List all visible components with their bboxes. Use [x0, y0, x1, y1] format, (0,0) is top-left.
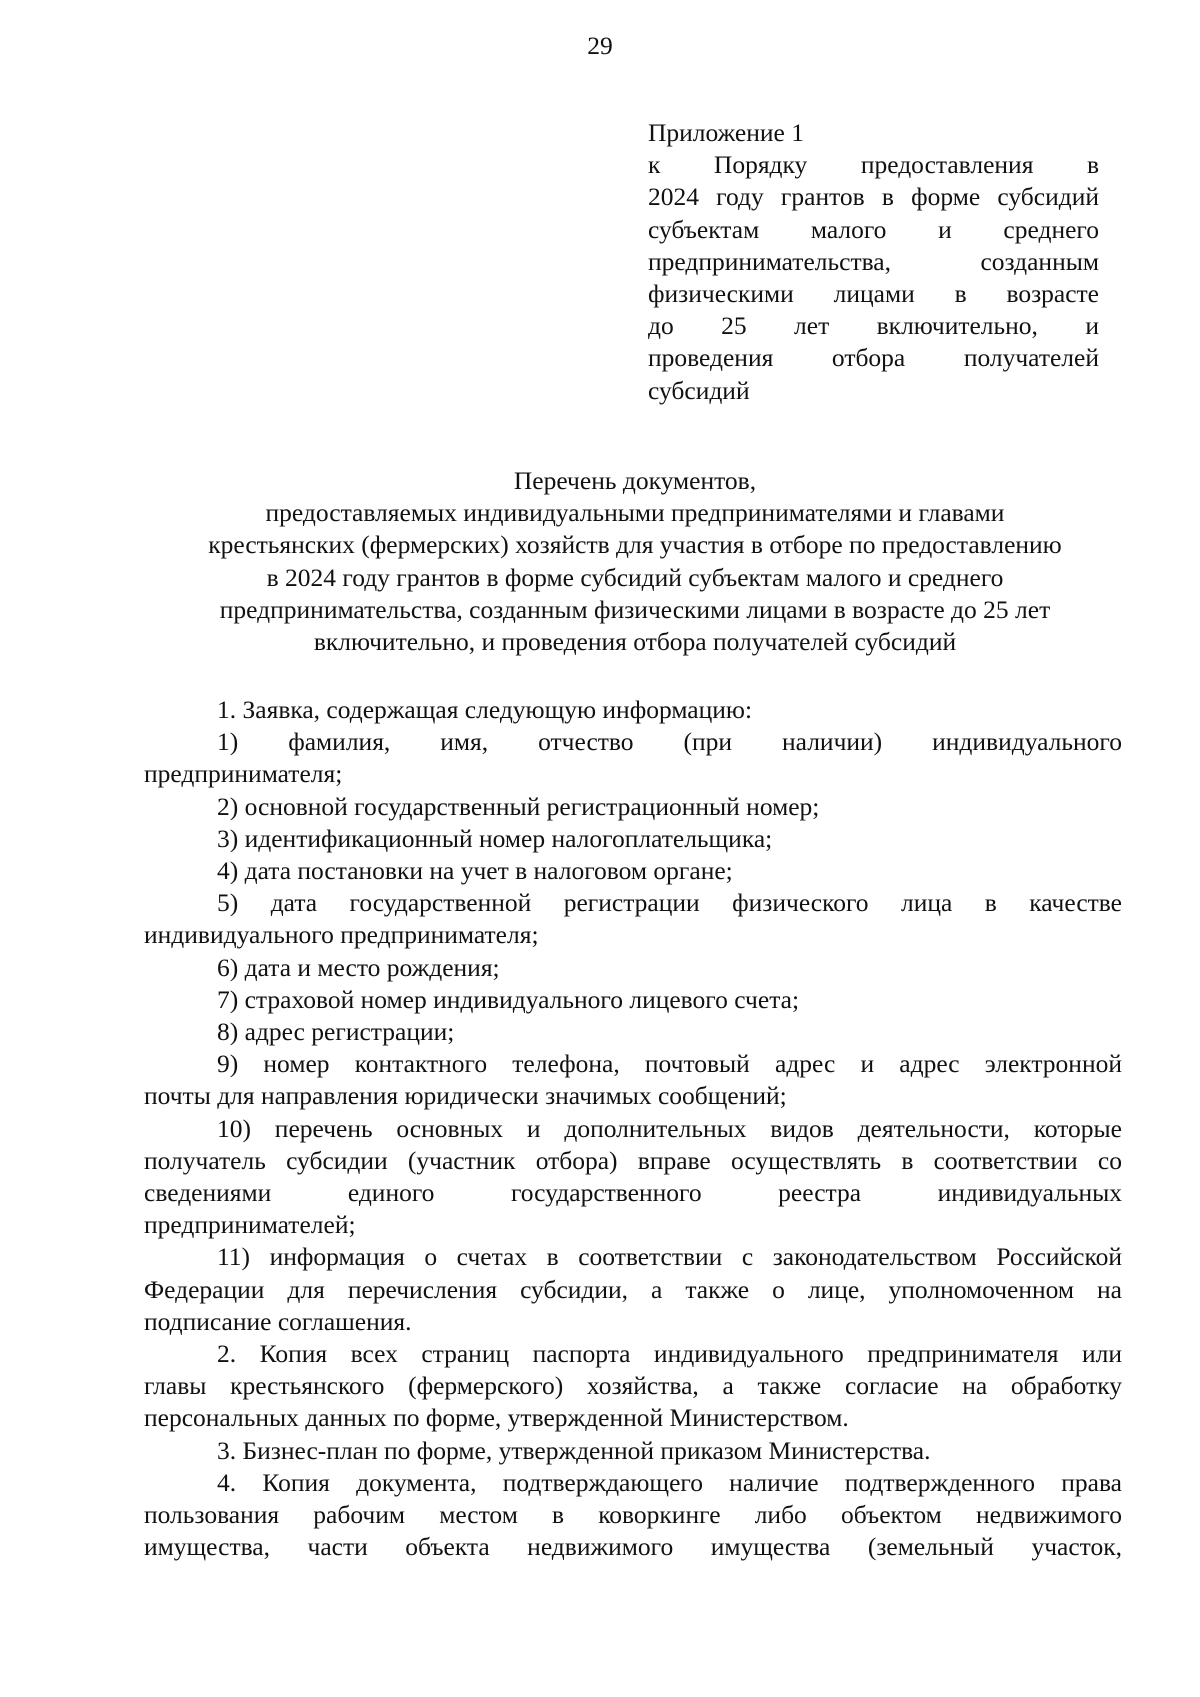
body-line: персональных данных по форме, утвержденной Министерством. — [144, 1403, 849, 1433]
appendix-header — [648, 117, 1099, 407]
appendix-line: Приложение 1 — [648, 118, 804, 147]
body-line: 3) идентификационный номер налогоплательщика; — [217, 823, 773, 853]
appendix-line: к Порядку предоставления в — [648, 150, 1099, 180]
document-title — [140, 465, 1130, 658]
title-line: крестьянских (фермерских) хозяйств для участия в отборе по предоставлению — [208, 530, 1062, 560]
body-line: пользования рабочим местом в коворкинге либо объектом недвижимого — [144, 1500, 1122, 1530]
appendix-line: 2024 году грантов в форме субсидий — [648, 182, 1099, 212]
body-line: 1) фамилия, имя, отчество (при наличии) индивидуального — [217, 727, 1122, 757]
appendix-line: субъектам малого и среднего — [648, 214, 1099, 244]
body-line: главы крестьянского (фермерского) хозяйства, а также согласие на обработку — [144, 1371, 1122, 1401]
body-line: 4. Копия документа, подтверждающего наличие подтвержденного права — [217, 1467, 1122, 1497]
body-line: получатель субсидии (участник отбора) вправе осуществлять в соответствии со — [144, 1145, 1122, 1175]
title-line: в 2024 году грантов в форме субсидий субъектам малого и среднего — [266, 562, 1004, 592]
body-line: предпринимателя; — [144, 759, 343, 789]
body-line: 4) дата постановки на учет в налоговом органе; — [217, 856, 733, 886]
appendix-line: субсидий — [648, 375, 750, 405]
title-line: включительно, и проведения отбора получателей субсидий — [313, 627, 957, 657]
appendix-line: предпринимательства, созданным — [648, 246, 1099, 276]
body-line: 8) адрес регистрации; — [217, 1017, 455, 1047]
body-line: 10) перечень основных и дополнительных видов деятельности, которые — [217, 1113, 1122, 1143]
body-line: 3. Бизнес-план по форме, утвержденной приказом Министерства. — [217, 1435, 931, 1465]
title-line: Перечень документов, — [513, 466, 757, 495]
appendix-line: проведения отбора получателей — [648, 343, 1099, 373]
appendix-line: до 25 лет включительно, и — [648, 311, 1099, 341]
body-line: 5) дата государственной регистрации физического лица в качестве — [217, 888, 1122, 918]
body-line: 2. Копия всех страниц паспорта индивидуального предпринимателя или — [217, 1339, 1122, 1369]
body-line: сведениями единого государственного реестра индивидуальных — [144, 1178, 1122, 1208]
page-number: 29 — [587, 31, 613, 60]
body-line: 11) информация о счетах в соответствии с законодательством Российской — [217, 1242, 1122, 1272]
body-line: Федерации для перечисления субсидии, а также о лице, уполномоченном на — [144, 1274, 1122, 1304]
body-line: 7) страховой номер индивидуального лицевого счета; — [217, 984, 800, 1014]
body-line: 1. Заявка, содержащая следующую информацию: — [217, 695, 753, 724]
body-line: 6) дата и место рождения; — [217, 952, 500, 982]
body-line: имущества, части объекта недвижимого имущества (земельный участок, — [144, 1532, 1122, 1562]
body-line: почты для направления юридически значимых сообщений; — [144, 1081, 787, 1111]
body-line: 9) номер контактного телефона, почтовый адрес и адрес электронной — [217, 1049, 1122, 1079]
body-line: подписание соглашения. — [144, 1306, 412, 1336]
body-line: предпринимателей; — [144, 1210, 356, 1240]
appendix-line: физическими лицами в возрасте — [648, 279, 1099, 309]
body-line: индивидуального предпринимателя; — [144, 920, 539, 950]
title-line: предоставляемых индивидуальными предпринимателями и главами — [265, 498, 1005, 528]
document-body — [144, 694, 1122, 1563]
title-line: предпринимательства, созданным физическими лицами в возрасте до 25 лет — [219, 594, 1051, 624]
body-line: 2) основной государственный регистрационный номер; — [217, 791, 820, 821]
